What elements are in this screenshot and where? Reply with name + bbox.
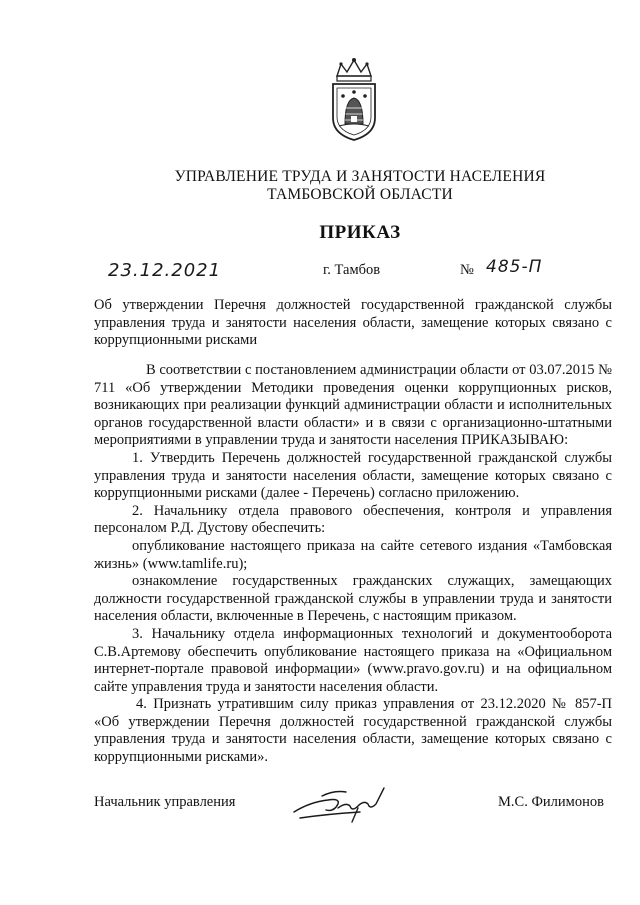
org-name-line2: ТАМБОВСКОЙ ОБЛАСТИ	[267, 186, 453, 203]
item-1-paragraph: 1. Утвердить Перечень должностей государственной гражданской службы управления труда и занятости населения области, замещение которых связано с коррупционными рисками (далее - Перечень) согласно приложению.	[94, 449, 612, 502]
item-3-paragraph: 3. Начальнику отдела информационных технологий и документооборота С.В.Артемову обеспечить опубликование настоящего приказа на «Официальном интернет-портале правовой информации» (www.pravo.gov.ru) и на официальном сайте управления труда и занятости населения области.	[94, 625, 612, 695]
item-2a-paragraph: опубликование настоящего приказа на сайте сетевого издания «Тамбовская жизнь» (www.tamlife.ru);	[94, 537, 612, 572]
intro-paragraph: В соответствии с постановлением администрации области от 03.07.2015 № 711 «Об утверждении Методики проведения оценки коррупционных рисков, возникающих при реализации функций администрации области и исполнительных органов государственной власти области» и в связи с организационно-штатными мероприятиями в управлении труда и занятости населения ПРИКАЗЫВАЮ:	[94, 362, 612, 449]
coat-of-arms-icon	[325, 56, 383, 142]
item-4-paragraph: 4. Признать утратившим силу приказ управления от 23.12.2020 № 857-П «Об утверждении Перечня должностей государственной гражданской службы управления труда и занятости населения области, замещение которых связано с коррупционными рисками».	[94, 696, 612, 766]
order-number: 485-П	[486, 257, 543, 277]
item-2b-paragraph: ознакомление государственных гражданских служащих, замещающих должности государственной гражданской службы в управлении труда и занятости населения области, включенные в Перечень, с настоящим приказом.	[94, 573, 612, 625]
city-label: г. Тамбов	[323, 262, 381, 278]
signer-position: Начальник управления	[94, 794, 236, 810]
org-name-line1: УПРАВЛЕНИЕ ТРУДА И ЗАНЯТОСТИ НАСЕЛЕНИЯ	[174, 168, 546, 185]
signature-icon	[288, 782, 392, 826]
signer-name: М.С. Филимонов	[498, 794, 604, 810]
order-subject: Об утверждении Перечня должностей государственной гражданской службы управления труда и занятости населения области, замещение которых связано с коррупционными рисками	[94, 297, 612, 348]
order-date: 23.12.2021	[108, 260, 222, 281]
order-body	[94, 362, 612, 767]
item-2-paragraph: 2. Начальнику отдела правового обеспечения, контроля и управления персоналом Р.Д. Дустову обеспечить:	[94, 502, 612, 537]
number-sign: №	[460, 262, 474, 278]
document-type-title: ПРИКАЗ	[319, 222, 401, 243]
